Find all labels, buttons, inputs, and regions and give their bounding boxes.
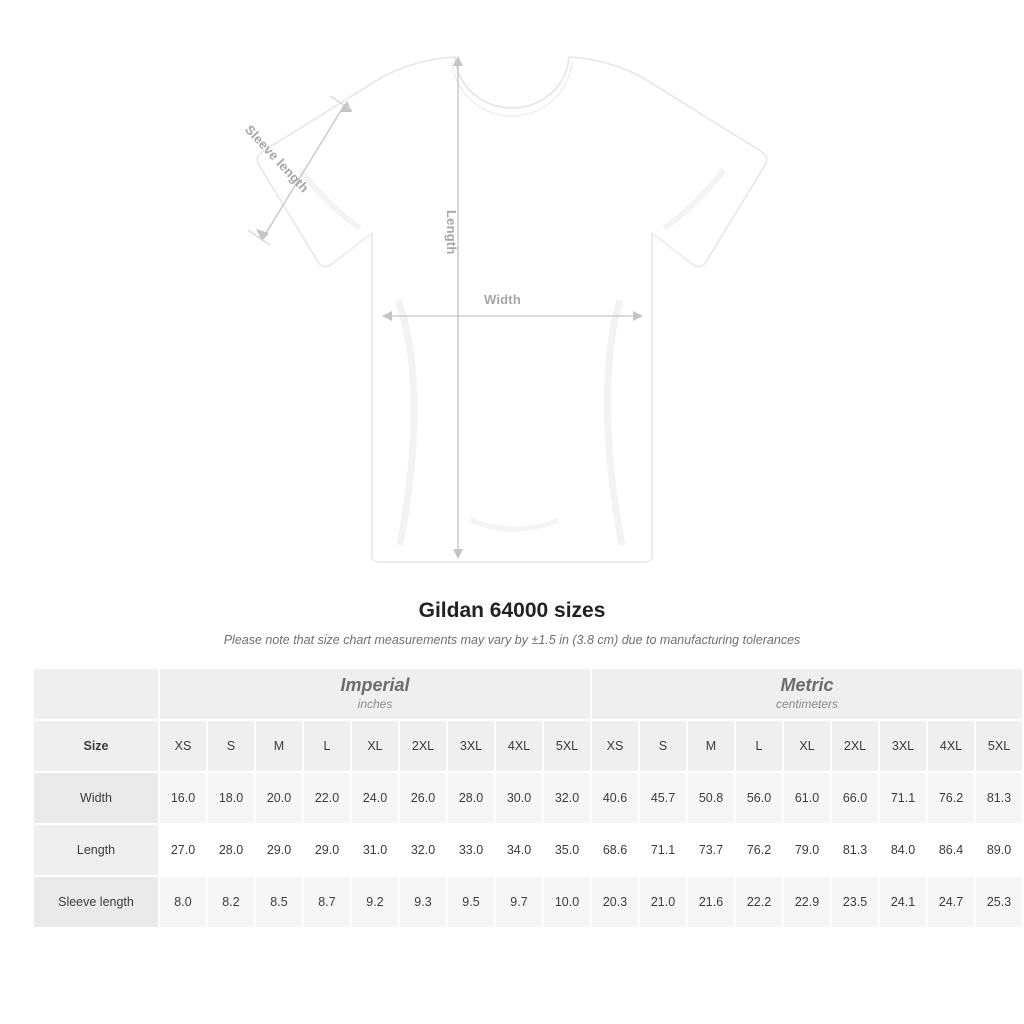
table-row xyxy=(34,773,1022,823)
cell-sleeve-metric: 20.3 xyxy=(592,877,638,927)
size-chart-table xyxy=(32,667,1024,929)
unit-group-metric-name: Metric xyxy=(780,675,834,696)
size-header-cell: XS xyxy=(160,721,206,771)
cell-sleeve-metric: 24.1 xyxy=(880,877,926,927)
cell-width-imperial: 16.0 xyxy=(160,773,206,823)
row-label-length: Length xyxy=(34,825,158,875)
size-header-cell: M xyxy=(256,721,302,771)
size-header-cell: 5XL xyxy=(976,721,1022,771)
cell-sleeve-imperial: 10.0 xyxy=(544,877,590,927)
cell-length-imperial: 33.0 xyxy=(448,825,494,875)
cell-sleeve-imperial: 8.5 xyxy=(256,877,302,927)
cell-width-imperial: 20.0 xyxy=(256,773,302,823)
cell-length-imperial: 27.0 xyxy=(160,825,206,875)
cell-width-metric: 56.0 xyxy=(736,773,782,823)
tolerance-note: Please note that size chart measurements may vary by ±1.5 in (3.8 cm) due to manufacturing tolerances xyxy=(223,633,801,647)
cell-width-metric: 50.8 xyxy=(688,773,734,823)
cell-length-metric: 76.2 xyxy=(736,825,782,875)
cell-sleeve-metric: 21.0 xyxy=(640,877,686,927)
size-header-cell: S xyxy=(640,721,686,771)
unit-group-metric-sub: centimeters xyxy=(776,696,839,711)
cell-width-imperial: 18.0 xyxy=(208,773,254,823)
unit-corner-blank xyxy=(34,669,158,719)
size-header-cell: S xyxy=(208,721,254,771)
row-label-width: Width xyxy=(34,773,158,823)
cell-width-imperial: 30.0 xyxy=(496,773,542,823)
cell-sleeve-imperial: 9.5 xyxy=(448,877,494,927)
size-header-cell: 4XL xyxy=(496,721,542,771)
cell-width-metric: 81.3 xyxy=(976,773,1022,823)
cell-length-metric: 86.4 xyxy=(928,825,974,875)
size-header-cell: 4XL xyxy=(928,721,974,771)
size-header-cell: XS xyxy=(592,721,638,771)
cell-width-imperial: 28.0 xyxy=(448,773,494,823)
width-dimension-label: Width xyxy=(484,292,521,307)
row-label-sleeve-length: Sleeve length xyxy=(34,877,158,927)
cell-length-imperial: 32.0 xyxy=(400,825,446,875)
cell-sleeve-imperial: 8.2 xyxy=(208,877,254,927)
cell-length-imperial: 29.0 xyxy=(256,825,302,875)
unit-group-metric xyxy=(592,669,1022,719)
cell-length-imperial: 31.0 xyxy=(352,825,398,875)
cell-sleeve-imperial: 9.7 xyxy=(496,877,542,927)
page-title: Gildan 64000 sizes xyxy=(418,599,606,622)
size-header-cell: 5XL xyxy=(544,721,590,771)
size-header-cell: L xyxy=(736,721,782,771)
size-header-cell: L xyxy=(304,721,350,771)
cell-sleeve-imperial: 9.3 xyxy=(400,877,446,927)
length-dimension-label: Length xyxy=(444,210,459,255)
cell-sleeve-metric: 25.3 xyxy=(976,877,1022,927)
cell-length-imperial: 28.0 xyxy=(208,825,254,875)
cell-width-metric: 71.1 xyxy=(880,773,926,823)
sleeve-length-dimension-label: Sleeve length xyxy=(242,122,312,196)
cell-sleeve-metric: 23.5 xyxy=(832,877,878,927)
cell-width-imperial: 22.0 xyxy=(304,773,350,823)
cell-sleeve-metric: 22.9 xyxy=(784,877,830,927)
cell-sleeve-metric: 22.2 xyxy=(736,877,782,927)
size-header-cell: 3XL xyxy=(448,721,494,771)
cell-width-metric: 66.0 xyxy=(832,773,878,823)
unit-group-imperial xyxy=(160,669,590,719)
cell-length-metric: 84.0 xyxy=(880,825,926,875)
cell-length-metric: 81.3 xyxy=(832,825,878,875)
size-header-cell: XL xyxy=(352,721,398,771)
size-header-cell: 3XL xyxy=(880,721,926,771)
size-corner-label: Size xyxy=(34,721,158,771)
cell-width-imperial: 24.0 xyxy=(352,773,398,823)
cell-sleeve-imperial: 8.0 xyxy=(160,877,206,927)
cell-width-metric: 61.0 xyxy=(784,773,830,823)
cell-width-imperial: 26.0 xyxy=(400,773,446,823)
size-header-cell: XL xyxy=(784,721,830,771)
cell-sleeve-imperial: 8.7 xyxy=(304,877,350,927)
cell-sleeve-imperial: 9.2 xyxy=(352,877,398,927)
size-header-cell: M xyxy=(688,721,734,771)
cell-length-metric: 73.7 xyxy=(688,825,734,875)
table-row xyxy=(34,825,1022,875)
cell-length-metric: 89.0 xyxy=(976,825,1022,875)
chart-heading xyxy=(0,599,1024,647)
unit-group-imperial-sub: inches xyxy=(357,696,393,711)
size-table-wrapper xyxy=(32,667,1012,929)
table-row xyxy=(34,877,1022,927)
cell-sleeve-metric: 21.6 xyxy=(688,877,734,927)
unit-group-row xyxy=(34,669,1022,719)
cell-width-metric: 40.6 xyxy=(592,773,638,823)
size-header-cell: 2XL xyxy=(832,721,878,771)
cell-length-metric: 79.0 xyxy=(784,825,830,875)
cell-length-imperial: 34.0 xyxy=(496,825,542,875)
size-header-cell: 2XL xyxy=(400,721,446,771)
cell-sleeve-metric: 24.7 xyxy=(928,877,974,927)
cell-width-imperial: 32.0 xyxy=(544,773,590,823)
unit-group-imperial-name: Imperial xyxy=(340,675,410,696)
cell-width-metric: 45.7 xyxy=(640,773,686,823)
cell-length-imperial: 35.0 xyxy=(544,825,590,875)
cell-length-metric: 71.1 xyxy=(640,825,686,875)
size-header-row xyxy=(34,721,1022,771)
cell-width-metric: 76.2 xyxy=(928,773,974,823)
cell-length-metric: 68.6 xyxy=(592,825,638,875)
cell-length-imperial: 29.0 xyxy=(304,825,350,875)
